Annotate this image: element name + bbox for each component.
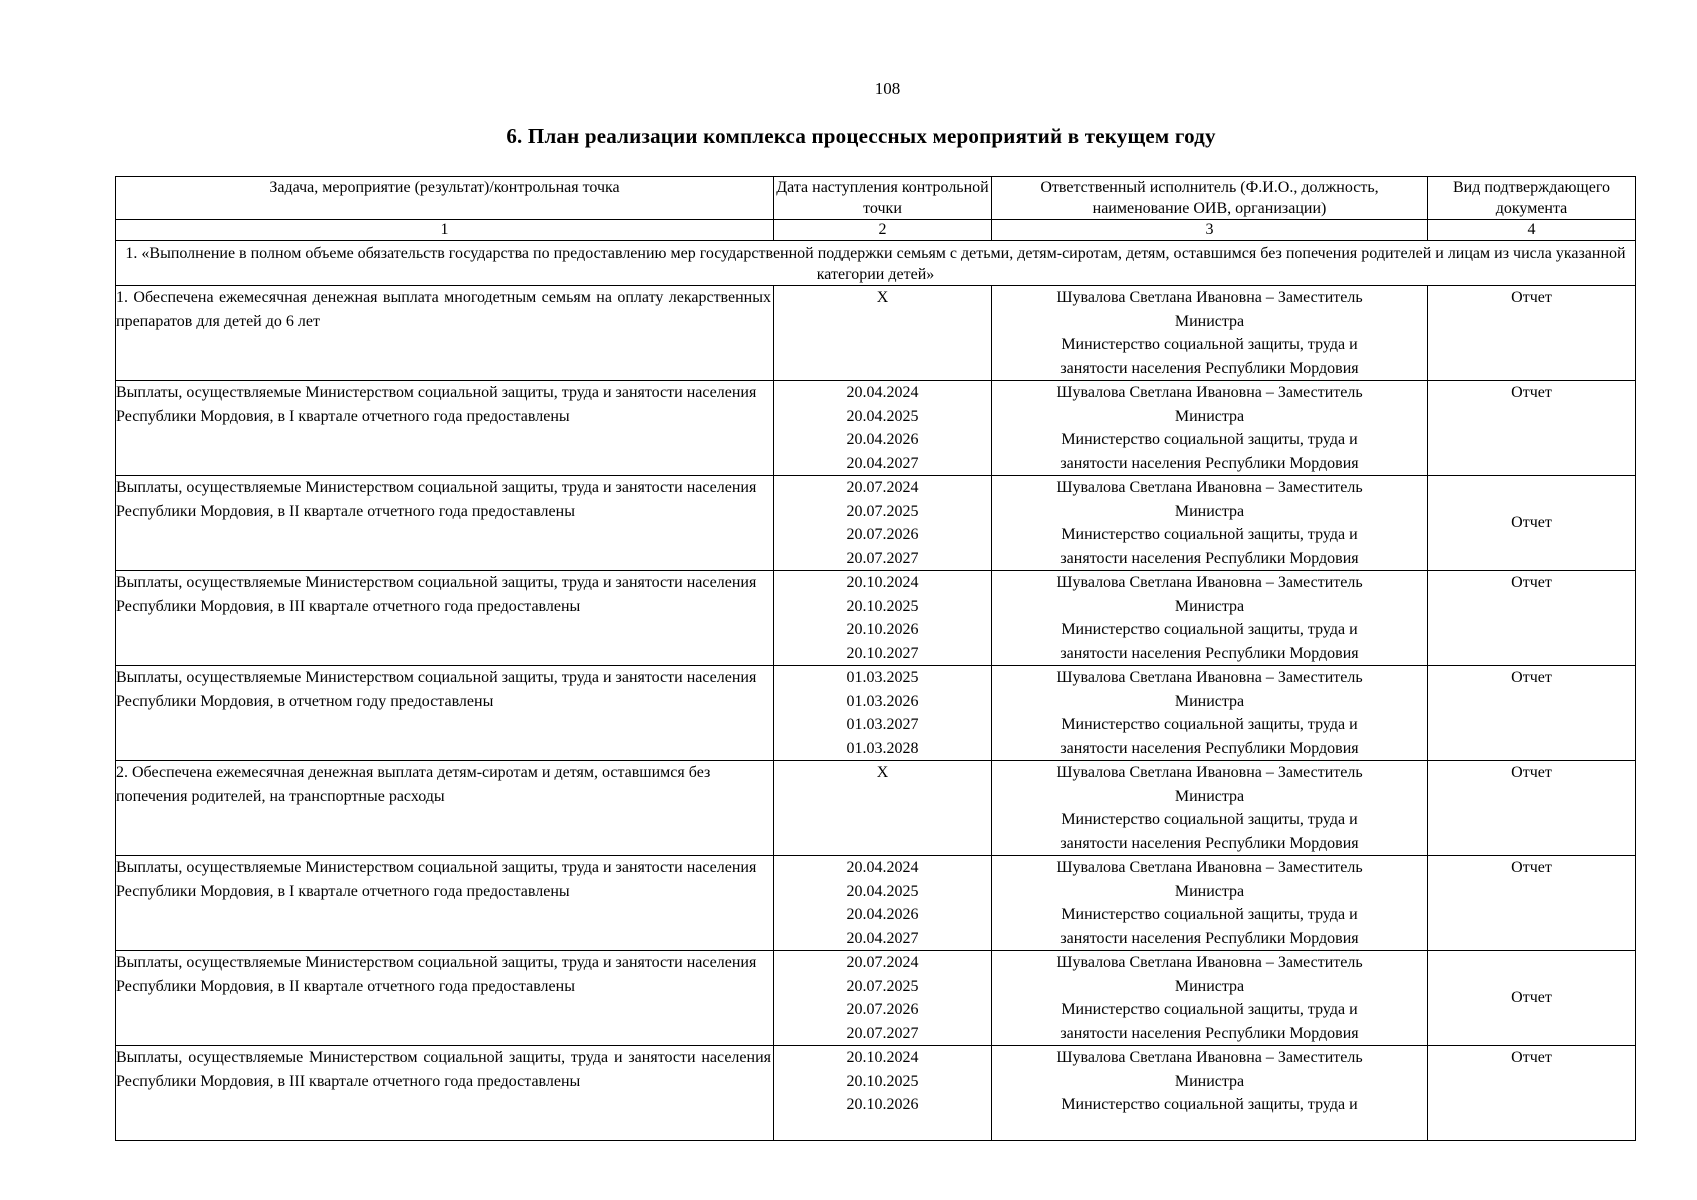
responsible-cell: [992, 286, 1428, 381]
responsible-line: Шувалова Светлана Ивановна – Заместитель: [1056, 289, 1363, 306]
date-cell: [774, 856, 992, 951]
document-cell: Отчет: [1428, 476, 1636, 571]
responsible-line: Шувалова Светлана Ивановна – Заместитель: [1056, 479, 1363, 496]
responsible-cell: [992, 571, 1428, 666]
task-cell: 2. Обеспечена ежемесячная денежная выплата детям-сиротам и детям, оставшимся без попечения родителей, на транспортные расходы: [116, 761, 774, 856]
task-cell: Выплаты, осуществляемые Министерством социальной защиты, труда и занятости населения Республики Мордовия, в отчетном году предоставлены: [116, 666, 774, 761]
table-row: [116, 666, 1636, 761]
responsible-cell: [992, 761, 1428, 856]
table-row: [116, 476, 1636, 571]
responsible-line: занятости населения Республики Мордовия: [1060, 834, 1359, 852]
responsible-line: Министерство социальной защиты, труда и: [1061, 716, 1358, 733]
control-date: 20.04.2026: [846, 431, 919, 448]
control-date: 01.03.2028: [846, 739, 919, 757]
control-date: X: [876, 764, 889, 781]
date-cell: [774, 571, 992, 666]
responsible-line: Шувалова Светлана Ивановна – Заместитель: [1056, 954, 1363, 971]
responsible-cell: [992, 1046, 1428, 1141]
task-cell: Выплаты, осуществляемые Министерством социальной защиты, труда и занятости населения Республики Мордовия, в III квартале отчетного года предоставлены: [116, 571, 774, 666]
document-cell: Отчет: [1428, 381, 1636, 476]
responsible-line: Министра: [1174, 692, 1245, 710]
date-cell: [774, 381, 992, 476]
table-row: [116, 856, 1636, 951]
responsible-line: Шувалова Светлана Ивановна – Заместитель: [1056, 384, 1363, 401]
responsible-line: занятости населения Республики Мордовия: [1060, 359, 1359, 377]
column-number: 2: [774, 220, 992, 241]
table-row: [116, 571, 1636, 666]
task-cell: Выплаты, осуществляемые Министерством социальной защиты, труда и занятости населения Республики Мордовия, в I квартале отчетного года предоставлены: [116, 381, 774, 476]
column-number: 4: [1428, 220, 1636, 241]
responsible-line: Министерство социальной защиты, труда и: [1061, 1096, 1358, 1113]
table-row: [116, 381, 1636, 476]
task-cell: Выплаты, осуществляемые Министерством социальной защиты, труда и занятости населения Республики Мордовия, в III квартале отчетного года предоставлены: [116, 1046, 774, 1141]
table-row: [116, 761, 1636, 856]
control-date: 20.10.2026: [846, 621, 919, 638]
table-header-row: [116, 177, 1636, 220]
responsible-line: Министра: [1174, 597, 1245, 615]
date-cell: [774, 1046, 992, 1141]
responsible-line: Шувалова Светлана Ивановна – Заместитель: [1056, 859, 1363, 876]
responsible-line: Шувалова Светлана Ивановна – Заместитель: [1056, 574, 1363, 591]
column-number: 3: [992, 220, 1428, 241]
header-document: Вид подтверждающего документа: [1428, 177, 1636, 220]
task-cell: Выплаты, осуществляемые Министерством социальной защиты, труда и занятости населения Республики Мордовия, в I квартале отчетного года предоставлены: [116, 856, 774, 951]
date-cell: [774, 666, 992, 761]
responsible-cell: [992, 856, 1428, 951]
control-date: 20.04.2027: [846, 454, 919, 472]
page-title: 6. План реализации комплекса процессных мероприятий в текущем году: [506, 124, 1216, 148]
control-date: 20.07.2026: [846, 526, 919, 543]
responsible-line: занятости населения Республики Мордовия: [1060, 454, 1359, 472]
control-date: 20.10.2024: [846, 574, 919, 591]
responsible-line: Министра: [1174, 407, 1245, 425]
responsible-line: занятости населения Республики Мордовия: [1060, 739, 1359, 757]
task-cell: Выплаты, осуществляемые Министерством социальной защиты, труда и занятости населения Республики Мордовия, в II квартале отчетного года предоставлены: [116, 951, 774, 1046]
responsible-line: Министра: [1174, 502, 1245, 520]
control-date: 20.07.2024: [846, 954, 919, 971]
task-cell: 1. Обеспечена ежемесячная денежная выплата многодетным семьям на оплату лекарственных препаратов для детей до 6 лет: [116, 286, 774, 381]
control-date: 20.04.2024: [846, 859, 919, 876]
document-cell: Отчет: [1428, 666, 1636, 761]
responsible-line: занятости населения Республики Мордовия: [1060, 644, 1359, 662]
header-task: Задача, мероприятие (результат)/контрольная точка: [116, 177, 774, 220]
control-date: 20.04.2024: [846, 384, 919, 401]
control-date: 20.04.2026: [846, 906, 919, 923]
control-date: X: [876, 289, 889, 306]
header-date: Дата наступления контрольной точки: [774, 177, 992, 220]
date-cell: [774, 286, 992, 381]
responsible-line: Шувалова Светлана Ивановна – Заместитель: [1056, 1049, 1363, 1066]
responsible-line: Шувалова Светлана Ивановна – Заместитель: [1056, 764, 1363, 781]
responsible-cell: [992, 951, 1428, 1046]
date-cell: [774, 951, 992, 1046]
control-date: 20.10.2025: [846, 597, 919, 615]
responsible-line: Шувалова Светлана Ивановна – Заместитель: [1056, 669, 1363, 686]
control-date: 01.03.2025: [846, 669, 919, 686]
control-date: 20.10.2024: [846, 1049, 919, 1066]
header-responsible: Ответственный исполнитель (Ф.И.О., должность, наименование ОИВ, организации): [992, 177, 1428, 220]
responsible-line: Министра: [1174, 312, 1245, 330]
table-row: [116, 1046, 1636, 1141]
document-cell: Отчет: [1428, 1046, 1636, 1141]
responsible-cell: [992, 476, 1428, 571]
control-date: 20.07.2026: [846, 1001, 919, 1018]
control-date: 20.04.2025: [846, 407, 919, 425]
responsible-line: Министерство социальной защиты, труда и: [1061, 431, 1358, 448]
page-number: 108: [874, 79, 901, 98]
document-cell: Отчет: [1428, 856, 1636, 951]
table-row: [116, 286, 1636, 381]
date-cell: [774, 761, 992, 856]
control-date: 01.03.2026: [846, 692, 919, 710]
column-number: 1: [116, 220, 774, 241]
document-cell: Отчет: [1428, 286, 1636, 381]
control-date: 20.07.2025: [846, 977, 919, 995]
section-title: 1. «Выполнение в полном объеме обязательств государства по предоставлению мер государственной поддержки семьям с детьми, детям-сиротам, детям, оставшимся без попечения родителей и лицам из числа указанной категории детей»: [116, 241, 1636, 286]
responsible-cell: [992, 666, 1428, 761]
control-date: 20.04.2025: [846, 882, 919, 900]
responsible-line: Министерство социальной защиты, труда и: [1061, 1001, 1358, 1018]
responsible-line: занятости населения Республики Мордовия: [1060, 549, 1359, 567]
responsible-line: Министерство социальной защиты, труда и: [1061, 526, 1358, 543]
document-cell: Отчет: [1428, 951, 1636, 1046]
control-date: 20.04.2027: [846, 929, 919, 947]
task-cell: Выплаты, осуществляемые Министерством социальной защиты, труда и занятости населения Республики Мордовия, в II квартале отчетного года предоставлены: [116, 476, 774, 571]
control-date: 20.10.2025: [846, 1072, 919, 1090]
responsible-line: Министра: [1174, 882, 1245, 900]
control-date: 20.07.2027: [846, 549, 919, 567]
responsible-line: Министра: [1174, 1072, 1245, 1090]
table-row: [116, 951, 1636, 1046]
document-cell: Отчет: [1428, 571, 1636, 666]
control-date: 20.10.2026: [846, 1096, 919, 1113]
responsible-line: Министерство социальной защиты, труда и: [1061, 621, 1358, 638]
column-number-row: [116, 220, 1636, 241]
section-row: [116, 241, 1636, 286]
responsible-cell: [992, 381, 1428, 476]
control-date: 20.10.2027: [846, 644, 919, 662]
document-cell: Отчет: [1428, 761, 1636, 856]
date-cell: [774, 476, 992, 571]
control-date: 20.07.2024: [846, 479, 919, 496]
responsible-line: занятости населения Республики Мордовия: [1060, 929, 1359, 947]
responsible-line: занятости населения Республики Мордовия: [1060, 1024, 1359, 1042]
activities-plan-table: [115, 176, 1636, 1141]
responsible-line: Министра: [1174, 787, 1245, 805]
control-date: 20.07.2027: [846, 1024, 919, 1042]
responsible-line: Министерство социальной защиты, труда и: [1061, 906, 1358, 923]
responsible-line: Министра: [1174, 977, 1245, 995]
responsible-line: Министерство социальной защиты, труда и: [1061, 336, 1358, 353]
responsible-line: Министерство социальной защиты, труда и: [1061, 811, 1358, 828]
control-date: 01.03.2027: [846, 716, 919, 733]
control-date: 20.07.2025: [846, 502, 919, 520]
